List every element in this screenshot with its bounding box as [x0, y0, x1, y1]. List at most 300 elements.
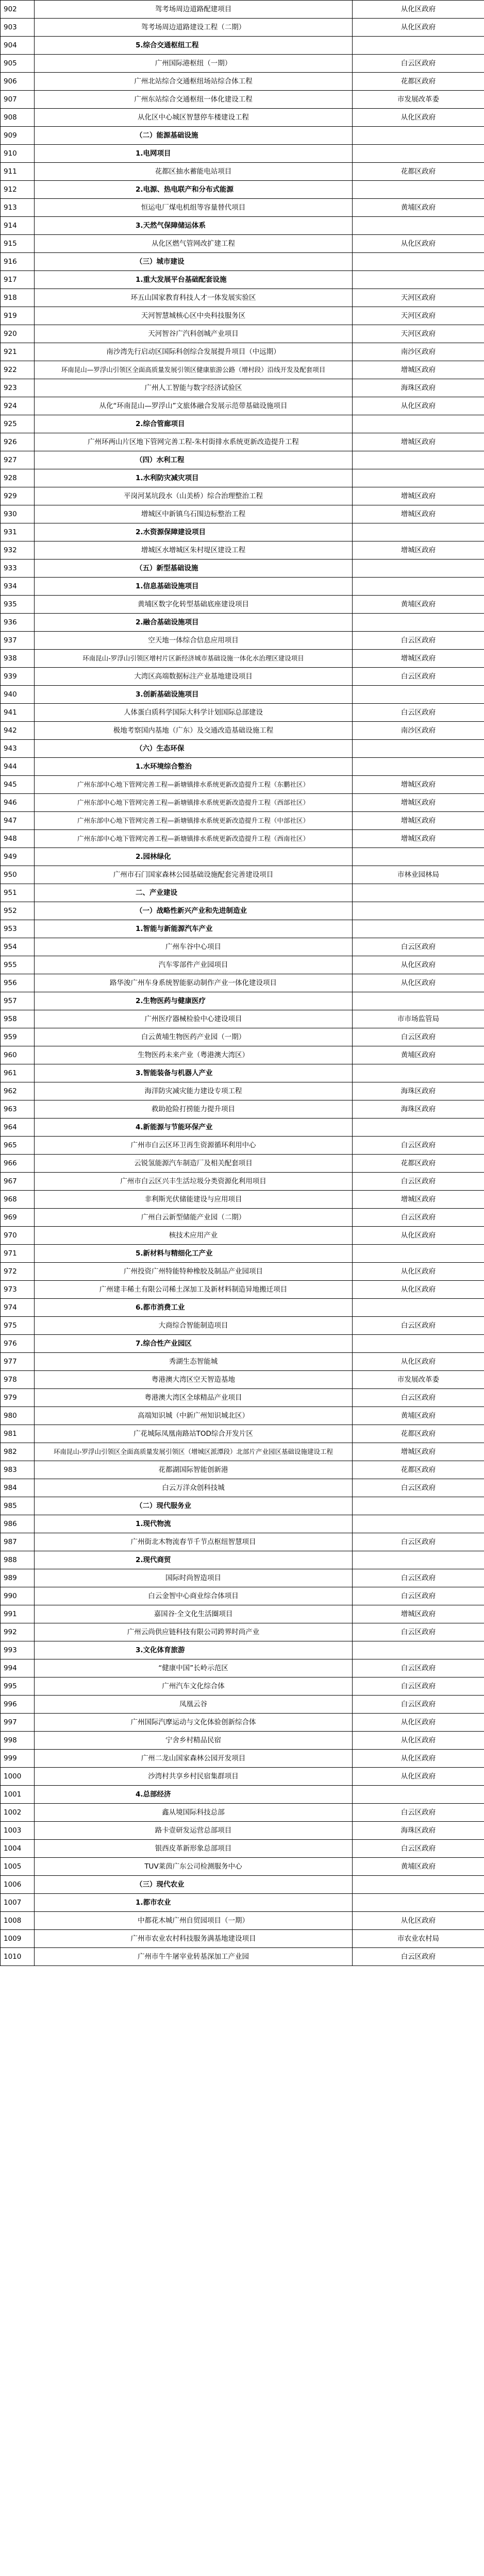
project-name: 广州国际汽摩运动与文化体验创新综合体 — [35, 1714, 353, 1732]
section-heading: （五）新型基础设施 — [35, 560, 353, 578]
project-name: 白云金智中心商业综合体项目 — [35, 1587, 353, 1605]
responsible-unit: 白云区政府 — [353, 1533, 484, 1551]
table-row — [1, 1750, 484, 1768]
table-row — [1, 1173, 484, 1191]
row-number: 965 — [1, 1137, 35, 1155]
section-row — [1, 1515, 484, 1533]
project-name: 广州市农业农村科技服务满基地建设项目 — [35, 1930, 353, 1948]
table-row — [1, 1028, 484, 1046]
row-number: 969 — [1, 1209, 35, 1227]
row-number: 999 — [1, 1750, 35, 1768]
project-name: 救助抢险打捞能力提升项目 — [35, 1100, 353, 1118]
row-number: 1009 — [1, 1930, 35, 1948]
row-number: 927 — [1, 451, 35, 469]
table-row — [1, 1209, 484, 1227]
table-row — [1, 704, 484, 722]
table-row — [1, 541, 484, 560]
row-number: 994 — [1, 1659, 35, 1677]
project-name: 天河智慧城核心区中央科技服务区 — [35, 307, 353, 325]
table-row — [1, 55, 484, 73]
row-number: 974 — [1, 1299, 35, 1317]
project-name: 广州东部中心地下管网完善工程—新塘镇排水系统更新改造提升工程（中部社区） — [35, 812, 353, 830]
section-row — [1, 614, 484, 632]
row-number: 975 — [1, 1317, 35, 1335]
section-heading: （三）城市建设 — [35, 253, 353, 271]
section-heading: 2.综合管廊项目 — [35, 415, 353, 433]
section-heading: 3.天然气保障储运体系 — [35, 217, 353, 235]
section-heading: （一）战略性新兴产业和先进制造业 — [35, 902, 353, 920]
responsible-unit: 增城区政府 — [353, 541, 484, 560]
project-name: 银西皮革新形象总部项目 — [35, 1840, 353, 1858]
project-name: 生物医药未来产业（粤港澳大湾区） — [35, 1046, 353, 1064]
responsible-unit: 从化区政府 — [353, 956, 484, 974]
section-heading: 1.重大发展平台基础配套设施 — [35, 271, 353, 289]
project-name: 从化区燃气管网改扩建工程 — [35, 235, 353, 253]
row-number: 988 — [1, 1551, 35, 1569]
responsible-unit: 从化区政府 — [353, 1263, 484, 1281]
row-number: 977 — [1, 1353, 35, 1371]
section-heading: 1.信息基础设施项目 — [35, 578, 353, 596]
section-row — [1, 145, 484, 163]
row-number: 937 — [1, 632, 35, 650]
row-number: 906 — [1, 73, 35, 91]
project-name: 环南昆山-罗浮山引领区全面高质量发展引领区（增城区派潭段）北部片产业园区基础设施建设工程 — [35, 1443, 353, 1461]
row-number: 908 — [1, 109, 35, 127]
row-number: 980 — [1, 1407, 35, 1425]
project-name: 广州市白云区兴丰生活垃圾分类资源化利用项目 — [35, 1173, 353, 1191]
row-number: 935 — [1, 596, 35, 614]
row-number: 934 — [1, 578, 35, 596]
project-name: 广州市白云区环卫再生资源循环利用中心 — [35, 1137, 353, 1155]
section-heading: 1.都市农业 — [35, 1894, 353, 1912]
responsible-unit: 黄埔区政府 — [353, 1407, 484, 1425]
row-number: 986 — [1, 1515, 35, 1533]
responsible-unit: 白云区政府 — [353, 1209, 484, 1227]
responsible-unit: 海珠区政府 — [353, 1082, 484, 1100]
table-row — [1, 361, 484, 379]
project-name: 增城区中新镇乌石围边标整治工程 — [35, 505, 353, 523]
table-row — [1, 830, 484, 848]
row-number: 1007 — [1, 1894, 35, 1912]
row-number: 914 — [1, 217, 35, 235]
table-row — [1, 1696, 484, 1714]
row-number: 939 — [1, 668, 35, 686]
project-name: 广州东部中心地下管网完善工程—新塘镇排水系统更新改造提升工程（东鹏社区） — [35, 776, 353, 794]
table-row — [1, 199, 484, 217]
table-row — [1, 1840, 484, 1858]
project-name: 广州北站综合交通枢纽场站综合体工程 — [35, 73, 353, 91]
responsible-unit: 从化区政府 — [353, 1227, 484, 1245]
project-name: 广花城际凤凰南路站TOD综合开发片区 — [35, 1425, 353, 1443]
table-row — [1, 1732, 484, 1750]
responsible-unit: 南沙区政府 — [353, 722, 484, 740]
row-number: 940 — [1, 686, 35, 704]
row-number: 973 — [1, 1281, 35, 1299]
responsible-unit: 白云区政府 — [353, 1479, 484, 1497]
responsible-unit: 海珠区政府 — [353, 379, 484, 397]
project-name: 人体蛋白质科学国际大科学计划国际总部建设 — [35, 704, 353, 722]
section-heading: （二）能源基础设施 — [35, 127, 353, 145]
table-row — [1, 650, 484, 668]
section-heading: 1.水环境综合整治 — [35, 758, 353, 776]
project-name: 驾考场周边道路建设工程（二期） — [35, 19, 353, 37]
table-row — [1, 235, 484, 253]
row-number: 921 — [1, 343, 35, 361]
responsible-unit: 市发展改革委 — [353, 1371, 484, 1389]
row-number: 1008 — [1, 1912, 35, 1930]
section-heading: 2.现代商贸 — [35, 1551, 353, 1569]
section-row — [1, 578, 484, 596]
responsible-unit: 从化区政府 — [353, 1768, 484, 1786]
responsible-unit: 从化区政府 — [353, 1750, 484, 1768]
section-heading: 5.新材料与精细化工产业 — [35, 1245, 353, 1263]
row-number: 997 — [1, 1714, 35, 1732]
table-row — [1, 1479, 484, 1497]
section-row — [1, 1497, 484, 1515]
responsible-unit — [353, 992, 484, 1010]
row-number: 923 — [1, 379, 35, 397]
row-number: 926 — [1, 433, 35, 451]
row-number: 985 — [1, 1497, 35, 1515]
table-row — [1, 1, 484, 19]
responsible-unit — [353, 614, 484, 632]
row-number: 922 — [1, 361, 35, 379]
project-name: 大湾区高端数据标注产业基地建设项目 — [35, 668, 353, 686]
responsible-unit: 花都区政府 — [353, 163, 484, 181]
project-name: 粤港澳大湾区全球精品产业项目 — [35, 1389, 353, 1407]
table-row — [1, 776, 484, 794]
responsible-unit: 从化区政府 — [353, 1732, 484, 1750]
project-name: 广州建丰稀土有限公司稀土深加工及新材料制造异地搬迁项目 — [35, 1281, 353, 1299]
project-name: 空天地一体综合信息应用项目 — [35, 632, 353, 650]
row-number: 1005 — [1, 1858, 35, 1876]
project-name: 广州人工智能与数字经济试验区 — [35, 379, 353, 397]
row-number: 925 — [1, 415, 35, 433]
section-heading: （四）水利工程 — [35, 451, 353, 469]
project-name: 粤港澳大湾区空天智造基地 — [35, 1371, 353, 1389]
row-number: 1002 — [1, 1804, 35, 1822]
table-row — [1, 1804, 484, 1822]
section-heading: 3.智能装备与机器人产业 — [35, 1064, 353, 1082]
row-number: 984 — [1, 1479, 35, 1497]
row-number: 917 — [1, 271, 35, 289]
project-name: 广州投资广州特能特种橡胶及制品产业园项目 — [35, 1263, 353, 1281]
row-number: 924 — [1, 397, 35, 415]
row-number: 920 — [1, 325, 35, 343]
table-row — [1, 1443, 484, 1461]
row-number: 957 — [1, 992, 35, 1010]
row-number: 1000 — [1, 1768, 35, 1786]
responsible-unit — [353, 37, 484, 55]
row-number: 918 — [1, 289, 35, 307]
section-heading: 2.园林绿化 — [35, 848, 353, 866]
table-row — [1, 596, 484, 614]
project-name: 平岗河某坑段水（山美桥）综合治理整治工程 — [35, 487, 353, 505]
table-row — [1, 1714, 484, 1732]
row-number: 1010 — [1, 1948, 35, 1966]
responsible-unit: 黄埔区政府 — [353, 596, 484, 614]
section-heading: 4.总部经济 — [35, 1786, 353, 1804]
responsible-unit — [353, 1515, 484, 1533]
section-row — [1, 127, 484, 145]
section-heading: 6.都市消费工业 — [35, 1299, 353, 1317]
row-number: 932 — [1, 541, 35, 560]
table-row — [1, 289, 484, 307]
responsible-unit — [353, 1245, 484, 1263]
responsible-unit — [353, 181, 484, 199]
section-heading: 2.水资源保障建设项目 — [35, 523, 353, 541]
responsible-unit: 增城区政府 — [353, 650, 484, 668]
responsible-unit: 白云区政府 — [353, 1028, 484, 1046]
row-number: 911 — [1, 163, 35, 181]
section-row — [1, 523, 484, 541]
row-number: 964 — [1, 1118, 35, 1137]
table-row — [1, 1227, 484, 1245]
responsible-unit: 南沙区政府 — [353, 343, 484, 361]
row-number: 910 — [1, 145, 35, 163]
row-number: 903 — [1, 19, 35, 37]
responsible-unit: 从化区政府 — [353, 397, 484, 415]
responsible-unit — [353, 920, 484, 938]
project-name: 极地考察国内基地（广东）及交通改造基础设施工程 — [35, 722, 353, 740]
responsible-unit — [353, 740, 484, 758]
section-row — [1, 1876, 484, 1894]
responsible-unit: 黄埔区政府 — [353, 1046, 484, 1064]
project-name: 路华浚广州车身系统智能驱动制作产业一体化建设项目 — [35, 974, 353, 992]
row-number: 945 — [1, 776, 35, 794]
row-number: 943 — [1, 740, 35, 758]
row-number: 912 — [1, 181, 35, 199]
responsible-unit: 黄埔区政府 — [353, 199, 484, 217]
responsible-unit — [353, 415, 484, 433]
responsible-unit — [353, 145, 484, 163]
table-row — [1, 397, 484, 415]
responsible-unit: 白云区政府 — [353, 55, 484, 73]
table-row — [1, 19, 484, 37]
section-row — [1, 451, 484, 469]
responsible-unit: 市发展改革委 — [353, 91, 484, 109]
responsible-unit: 增城区政府 — [353, 812, 484, 830]
responsible-unit: 天河区政府 — [353, 325, 484, 343]
section-row — [1, 469, 484, 487]
project-name: 宁舍乡村精品民宿 — [35, 1732, 353, 1750]
responsible-unit: 白云区政府 — [353, 1948, 484, 1966]
section-heading: 1.现代物流 — [35, 1515, 353, 1533]
section-row — [1, 1551, 484, 1569]
project-name: 鑫从境国际科技总部 — [35, 1804, 353, 1822]
section-row — [1, 37, 484, 55]
table-row — [1, 1677, 484, 1696]
table-row — [1, 1155, 484, 1173]
row-number: 981 — [1, 1425, 35, 1443]
row-number: 951 — [1, 884, 35, 902]
table-row — [1, 956, 484, 974]
table-row — [1, 722, 484, 740]
project-name: 高端知识城（中新广州知识城北区） — [35, 1407, 353, 1425]
section-row — [1, 1118, 484, 1137]
section-heading: （三）现代农业 — [35, 1876, 353, 1894]
table-row — [1, 91, 484, 109]
table-row — [1, 1100, 484, 1118]
responsible-unit: 白云区政府 — [353, 1389, 484, 1407]
row-number: 959 — [1, 1028, 35, 1046]
table-row — [1, 1046, 484, 1064]
responsible-unit: 白云区政府 — [353, 1587, 484, 1605]
project-name: 非利斯光伏储能建设与应用项目 — [35, 1191, 353, 1209]
section-heading: 2.电源、热电联产和分布式能源 — [35, 181, 353, 199]
table-row — [1, 1389, 484, 1407]
row-number: 966 — [1, 1155, 35, 1173]
row-number: 938 — [1, 650, 35, 668]
section-heading: （六）生态环保 — [35, 740, 353, 758]
table-row — [1, 325, 484, 343]
project-name: 沙湾村共享乡村民宿集群项目 — [35, 1768, 353, 1786]
responsible-unit: 增城区政府 — [353, 487, 484, 505]
project-name: 广州医疗器械检验中心建设项目 — [35, 1010, 353, 1028]
table-row — [1, 1082, 484, 1100]
row-number: 963 — [1, 1100, 35, 1118]
row-number: 948 — [1, 830, 35, 848]
responsible-unit — [353, 578, 484, 596]
responsible-unit — [353, 1786, 484, 1804]
project-name: 广州东部中心地下管网完善工程—新塘镇排水系统更新改造提升工程（西南社区） — [35, 830, 353, 848]
responsible-unit — [353, 902, 484, 920]
row-number: 1003 — [1, 1822, 35, 1840]
responsible-unit: 从化区政府 — [353, 1714, 484, 1732]
responsible-unit: 增城区政府 — [353, 1605, 484, 1623]
section-row — [1, 992, 484, 1010]
responsible-unit — [353, 1894, 484, 1912]
project-list-body — [1, 1, 484, 1966]
row-number: 907 — [1, 91, 35, 109]
table-row — [1, 632, 484, 650]
section-heading: 5.综合交通枢纽工程 — [35, 37, 353, 55]
project-name: 广州白云新型储能产业园（二期） — [35, 1209, 353, 1227]
section-row — [1, 181, 484, 199]
responsible-unit: 从化区政府 — [353, 19, 484, 37]
table-row — [1, 307, 484, 325]
section-row — [1, 1299, 484, 1317]
row-number: 942 — [1, 722, 35, 740]
responsible-unit: 白云区政府 — [353, 1804, 484, 1822]
row-number: 990 — [1, 1587, 35, 1605]
responsible-unit: 从化区政府 — [353, 1912, 484, 1930]
table-row — [1, 1659, 484, 1677]
section-heading: 二、产业建设 — [35, 884, 353, 902]
table-row — [1, 1407, 484, 1425]
responsible-unit: 增城区政府 — [353, 794, 484, 812]
project-name: 广州二龙山国家森林公园开发项目 — [35, 1750, 353, 1768]
section-row — [1, 1335, 484, 1353]
row-number: 1006 — [1, 1876, 35, 1894]
responsible-unit: 从化区政府 — [353, 1353, 484, 1371]
row-number: 955 — [1, 956, 35, 974]
row-number: 949 — [1, 848, 35, 866]
row-number: 931 — [1, 523, 35, 541]
responsible-unit: 白云区政府 — [353, 1173, 484, 1191]
section-row — [1, 740, 484, 758]
section-row — [1, 848, 484, 866]
project-name: 广州云尚供应链科技有限公司跨界时尚产业 — [35, 1623, 353, 1641]
row-number: 946 — [1, 794, 35, 812]
responsible-unit: 白云区政府 — [353, 668, 484, 686]
responsible-unit — [353, 127, 484, 145]
table-row — [1, 1912, 484, 1930]
project-name: 黄埔区数字化转型基础底座建设项目 — [35, 596, 353, 614]
section-row — [1, 1245, 484, 1263]
row-number: 982 — [1, 1443, 35, 1461]
table-row — [1, 1948, 484, 1966]
row-number: 956 — [1, 974, 35, 992]
responsible-unit — [353, 1335, 484, 1353]
section-heading: 3.文化体育旅游 — [35, 1641, 353, 1659]
responsible-unit: 白云区政府 — [353, 1659, 484, 1677]
table-row — [1, 812, 484, 830]
row-number: 968 — [1, 1191, 35, 1209]
row-number: 971 — [1, 1245, 35, 1263]
table-row — [1, 379, 484, 397]
row-number: 992 — [1, 1623, 35, 1641]
table-row — [1, 1858, 484, 1876]
responsible-unit: 白云区政府 — [353, 1317, 484, 1335]
project-name: 环南昆山-罗浮山引领区增村片区新经济城市基础设施一体化水治理区建设项目 — [35, 650, 353, 668]
project-name: 广州汽车文化综合体 — [35, 1677, 353, 1696]
project-name: 花都湖国际智能创新港 — [35, 1461, 353, 1479]
responsible-unit: 白云区政府 — [353, 938, 484, 956]
table-row — [1, 1569, 484, 1587]
project-name: 环南昆山—罗浮山引领区全面高质量发展引领区健康旅游公路（增村段）沿线开发及配套项目 — [35, 361, 353, 379]
row-number: 933 — [1, 560, 35, 578]
table-row — [1, 1281, 484, 1299]
project-name: 南沙湾先行启动区国际科创综合发展提升项目（中远期） — [35, 343, 353, 361]
row-number: 916 — [1, 253, 35, 271]
row-number: 1004 — [1, 1840, 35, 1858]
table-row — [1, 1317, 484, 1335]
table-row — [1, 505, 484, 523]
row-number: 930 — [1, 505, 35, 523]
table-row — [1, 343, 484, 361]
table-row — [1, 1587, 484, 1605]
responsible-unit: 市林业园林局 — [353, 866, 484, 884]
table-row — [1, 1353, 484, 1371]
row-number: 928 — [1, 469, 35, 487]
row-number: 987 — [1, 1533, 35, 1551]
row-number: 976 — [1, 1335, 35, 1353]
project-name: TUV莱茵广东公司检测服务中心 — [35, 1858, 353, 1876]
section-row — [1, 560, 484, 578]
row-number: 909 — [1, 127, 35, 145]
table-row — [1, 1822, 484, 1840]
responsible-unit: 白云区政府 — [353, 1840, 484, 1858]
row-number: 902 — [1, 1, 35, 19]
responsible-unit: 白云区政府 — [353, 1623, 484, 1641]
table-row — [1, 1371, 484, 1389]
row-number: 961 — [1, 1064, 35, 1082]
row-number: 929 — [1, 487, 35, 505]
project-name: 天河智谷广汽科创城产业项目 — [35, 325, 353, 343]
table-row — [1, 974, 484, 992]
table-row — [1, 1930, 484, 1948]
table-row — [1, 668, 484, 686]
project-name: 广州街北木物流春节千节点枢纽智慧项目 — [35, 1533, 353, 1551]
row-number: 915 — [1, 235, 35, 253]
table-row — [1, 794, 484, 812]
row-number: 991 — [1, 1605, 35, 1623]
responsible-unit: 花都区政府 — [353, 73, 484, 91]
responsible-unit — [353, 1641, 484, 1659]
responsible-unit — [353, 686, 484, 704]
responsible-unit: 天河区政府 — [353, 307, 484, 325]
